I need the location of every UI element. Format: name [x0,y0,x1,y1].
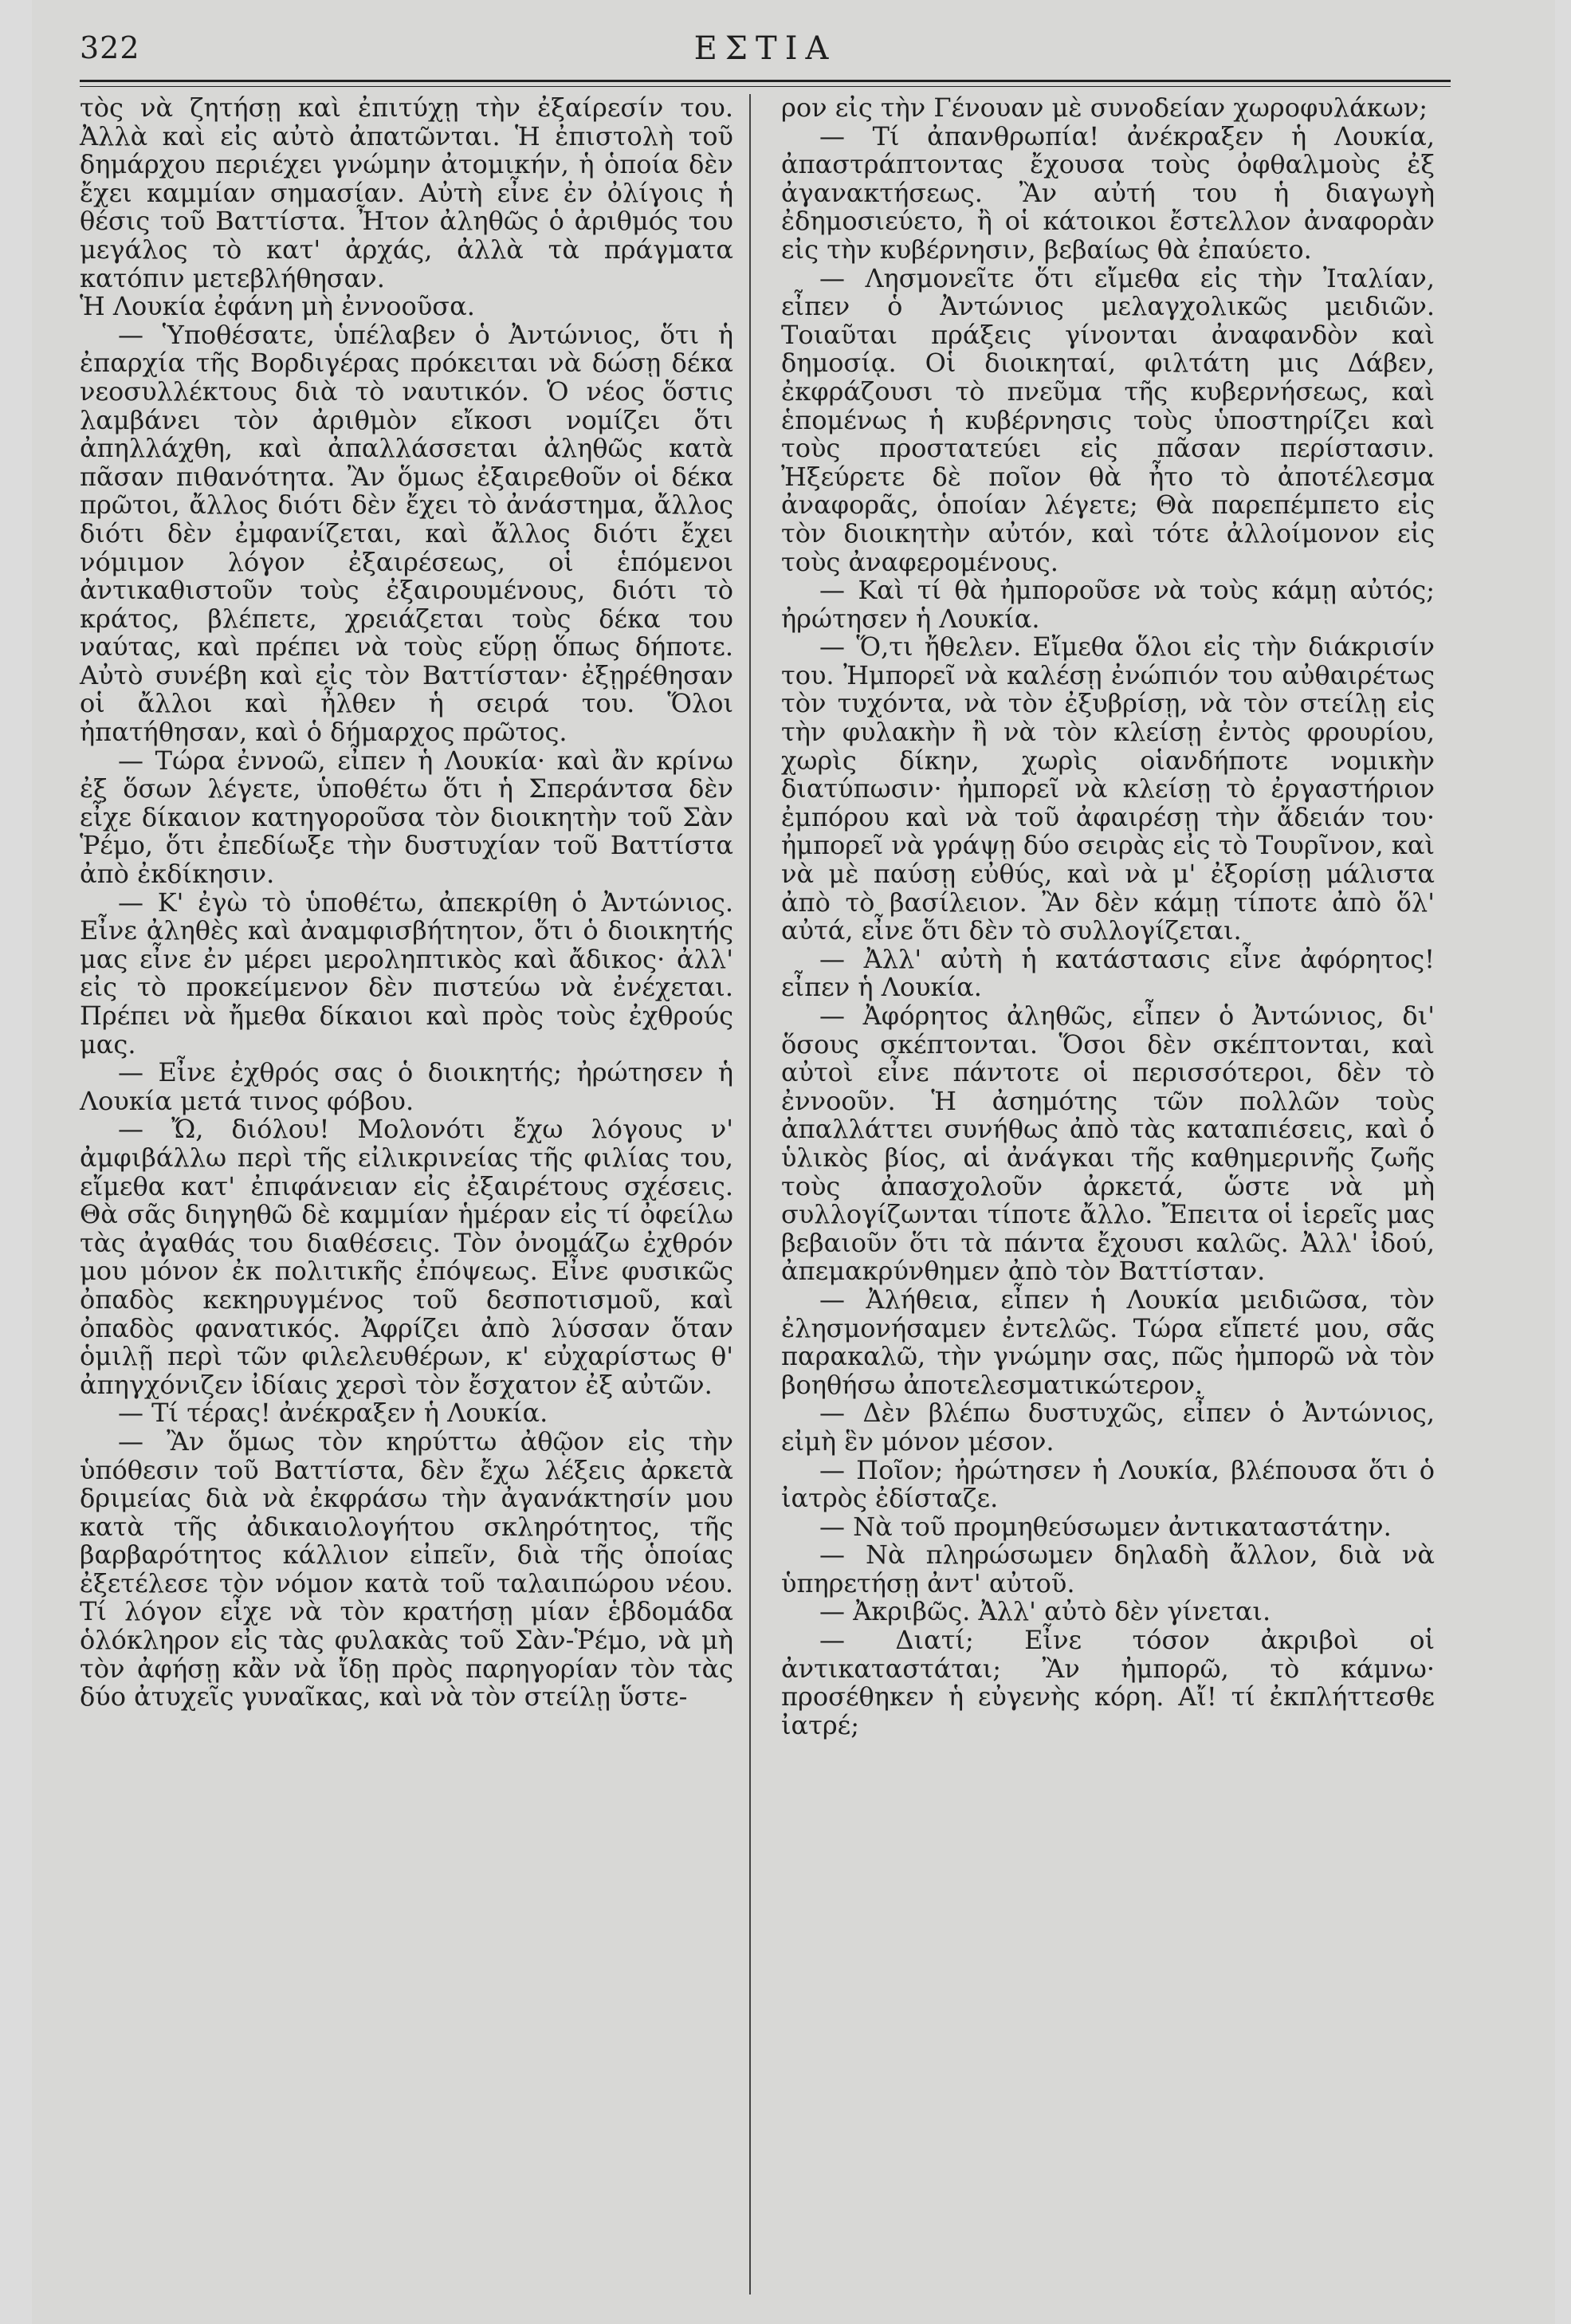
paragraph: — Ἀλλ' αὐτὴ ἡ κατάστασις εἶνε ἀφόρητος! εἶπεν ἡ Λουκία. [781,943,1435,1003]
paragraph: — Ὤ, διόλου! Μολονότι ἔχω λόγους ν' ἀμφιβάλλω περὶ τῆς εἰλικρινείας τῆς φιλίας του, εἴμεθα κατ' ἐπιφάνειαν εἰς ἐξαιρέτους σχέσεις. Θὰ σᾶς διηγηθῶ δὲ καμμίαν ἡμέραν εἰς τί ὀφείλω τὰς ἀγαθάς του διαθέσεις. Τὸν ὀνομάζω ἐχθρόν μου μόνον ἐκ πολιτικῆς ἐπόψεως. Εἶνε φυσικῶς ὀπαδὸς κεκηρυγμένος τοῦ δεσποτισμοῦ, καὶ ὀπαδὸς φανατικός. Ἀφρίζει ἀπὸ λύσσαν ὅταν ὁμιλῇ περὶ τῶν φιλελευθέρων, κ' εὐχαρίστως θ' ἀπηγχόνιζεν ἰδίαις χερσὶ τὸν ἔσχατον ἐξ αὐτῶν. [80,1114,733,1400]
header-rule-thin [80,86,1451,87]
paragraph: — Νὰ τοῦ προμηθεύσωμεν ἀντικαταστάτην. [819,1511,1392,1542]
paragraph: — Διατί; Εἶνε τόσον ἀκριβοὶ οἱ ἀντικαταστάται; Ἂν ἠμπορῶ, τὸ κάμνω· προσέθηκεν ἡ εὐγενὴς κόρη. Αἴ! τί ἐκπλήττεσθε ἰατρέ; [781,1625,1435,1740]
paragraph: — Ἀφόρητος ἀληθῶς, εἶπεν ὁ Ἀντώνιος, δι' ὅσους σκέπτονται. Ὅσοι δὲν σκέπτονται, καὶ αὐτοὶ εἶνε πάντοτε οἱ περισσότεροι, δὲν τὸ ἐννοοῦν. Ἡ ἀσημότης τῶν πολλῶν τοὺς ἀπαλλάττει συνήθως ἀπὸ τὰς καταπιέσεις, καὶ ὁ ὑλικὸς βίος, αἱ ἀνάγκαι τῆς καθημερινῆς ζωῆς τοὺς ἀπασχολοῦν ἀρκετά, ὥστε νὰ μὴ συλλογίζωνται τίποτε ἄλλο. Ἔπειτα οἱ ἱερεῖς μας βεβαιοῦν ὅτι τὰ πάντα ἔχουσι καλῶς. Ἀλλ' ἰδού, ἀπεμακρύνθημεν ἀπὸ τὸν Βαττίσταν. [781,1001,1435,1287]
paragraph: — Καὶ τί θὰ ἠμποροῦσε νὰ τοὺς κάμῃ αὐτός; ἠρώτησεν ἡ Λουκία. [781,575,1435,634]
paragraph: — Τώρα ἐννοῶ, εἶπεν ἡ Λουκία· καὶ ἂν κρίνω ἐξ ὅσων λέγετε, ὑποθέτω ὅτι ἡ Σπεράντσα δὲν εἶχε δίκαιον κατηγοροῦσα τὸν διοικητὴν τοῦ Σὰν Ῥέμο, ὅτι ἐπεδίωξε τὴν δυστυχίαν τοῦ Βαττίστα ἀπὸ ἐκδίκησιν. [80,745,733,890]
paragraph: — Ἀλήθεια, εἶπεν ἡ Λουκία μειδιῶσα, τὸν ἐλησμονήσαμεν ἐντελῶς. Τώρα εἴπετέ μου, σᾶς παρακαλῶ, τὴν γνώμην σας, πῶς ἠμπορῶ νὰ τὸν βοηθήσω ἀποτελεσματικώτερον. [781,1284,1435,1400]
paragraph: — Ἀκριβῶς. Ἀλλ' αὐτὸ δὲν γίνεται. [819,1596,1271,1627]
paragraph: — Δὲν βλέπω δυστυχῶς, εἶπεν ὁ Ἀντώνιος, εἰμὴ ἓν μόνον μέσον. [781,1398,1435,1457]
left-column [80,94,733,1712]
paragraph: ρον εἰς τὴν Γένουαν μὲ συνοδείαν χωροφυλάκων; [781,92,1428,123]
paragraph: — Ποῖον; ἠρώτησεν ἡ Λουκία, βλέπουσα ὅτι ὁ ἰατρὸς ἐδίσταζε. [781,1454,1435,1514]
paragraph: — Ὅ,τι ἤθελεν. Εἴμεθα ὅλοι εἰς τὴν διάκρισίν του. Ἠμπορεῖ νὰ καλέσῃ ἐνώπιόν του αὐθαιρέτως τὸν τυχόντα, νὰ τὸν ἐξυβρίσῃ, νὰ τὸν στείλῃ εἰς τὴν φυλακὴν ἢ νὰ τὸν κλείσῃ ἐντὸς φρουρίου, χωρὶς δίκην, χωρὶς οἱανδήποτε νομικὴν διατύπωσιν· ἠμπορεῖ νὰ κλείσῃ τὸ ἐργαστήριον ἐμπόρου καὶ νὰ τοῦ ἀφαιρέσῃ τὴν ἄδειάν του· ἠμπορεῖ νὰ γράψῃ δύο σειρὰς εἰς τὸ Τουρῖνον, καὶ νὰ μὲ παύσῃ εὐθύς, καὶ νὰ μ' ἐξορίσῃ μάλιστα ἀπὸ τὸ βασίλειον. Ἂν δὲν κάμῃ τίποτε ἀπὸ ὅλ' αὐτά, εἶνε ὅτι δὲν τὸ συλλογίζεται. [781,631,1435,946]
page-header [80,30,1451,78]
paragraph: — Τί τέρας! ἀνέκραξεν ἡ Λουκία. [118,1398,548,1429]
running-title: ΕΣΤΙΑ [693,30,837,67]
paragraph: — Εἶνε ἐχθρός σας ὁ διοικητής; ἠρώτησεν ἡ Λουκία μετά τινος φόβου. [80,1057,733,1116]
paragraph: — Τί ἀπανθρωπία! ἀνέκραξεν ἡ Λουκία, ἀπαστράπτοντας ἔχουσα τοὺς ὀφθαλμοὺς ἐξ ἀγανακτήσεως. Ἂν αὐτή του ἡ διαγωγὴ ἐδημοσιεύετο, ἢ οἱ κάτοικοι ἔστελλον ἀναφορὰν εἰς τὴν κυβέρνησιν, βεβαίως θὰ ἐπαύετο. [781,120,1435,265]
header-rule [80,80,1451,82]
paragraph: — Ὑποθέσατε, ὑπέλαβεν ὁ Ἀντώνιος, ὅτι ἡ ἐπαρχία τῆς Βορδιγέρας πρόκειται νὰ δώσῃ δέκα νεοσυλλέκτους διὰ τὸ ναυτικόν. Ὁ νέος ὅστις λαμβάνει τὸν ἀριθμὸν εἴκοσι νομίζει ὅτι ἀπηλλάχθη, καὶ ἀπαλλάσσεται ἀληθῶς κατὰ πᾶσαν πιθανότητα. Ἂν ὅμως ἐξαιρεθοῦν οἱ δέκα πρῶτοι, ἄλλος διότι δὲν ἔχει τὸ ἀνάστημα, ἄλλος διότι δὲν ἐμφανίζεται, καὶ ἄλλος διότι ἔχει νόμιμον λόγον ἐξαιρέσεως, οἱ ἑπόμενοι ἀντικαθιστοῦν τοὺς ἐξαιρουμένους, διότι τὸ κράτος, βλέπετε, χρειάζεται τοὺς δέκα του ναύτας, καὶ πρέπει νὰ τοὺς εὕρῃ ὅπως δήποτε. Αὐτὸ συνέβη καὶ εἰς τὸν Βαττίσταν· ἐξῃρέθησαν οἱ ἄλλοι καὶ ἦλθεν ἡ σειρά του. Ὅλοι ἠπατήθησαν, καὶ ὁ δήμαρχος πρῶτος. [80,319,733,748]
newspaper-page [32,0,1555,2324]
column-divider [749,94,751,2295]
paragraph: — Λησμονεῖτε ὅτι εἴμεθα εἰς τὴν Ἰταλίαν, εἶπεν ὁ Ἀντώνιος μελαγχολικῶς μειδιῶν. Τοιαῦται πράξεις γίνονται ἀναφανδὸν καὶ δημοσίᾳ. Οἱ διοικηταί, φιλτάτη μις Δάβεν, ἐκφράζουσι τὸ πνεῦμα τῆς κυβερνήσεως, καὶ ἑπομένως ἡ κυβέρνησις τοὺς ὑποστηρίζει καὶ τοὺς προστατεύει εἰς πᾶσαν περίστασιν. Ἠξεύρετε δὲ ποῖον θὰ ἦτο τὸ ἀποτέλεσμα ἀναφορᾶς, ὁποίαν λέγετε; Θὰ παρεπέμπετο εἰς τὸν διοικητὴν αὐτόν, καὶ τότε ἀλλοίμονον εἰς τοὺς ἀναφερομένους. [781,262,1435,577]
paragraph: — Νὰ πληρώσωμεν δηλαδὴ ἄλλον, διὰ νὰ ὑπηρετήσῃ ἀντ' αὐτοῦ. [781,1540,1435,1598]
paragraph: — Ἂν ὅμως τὸν κηρύττω ἀθῷον εἰς τὴν ὑπόθεσιν τοῦ Βαττίστα, δὲν ἔχω λέξεις ἀρκετὰ δριμείας διὰ νὰ ἐκφράσω τὴν ἀγανάκτησίν μου κατὰ τῆς ἀδικαιολογήτου σκληρότητος, τῆς βαρβαρότητος κάλλιον εἰπεῖν, διὰ τῆς ὁποίας ἐξετέλεσε τὸν νόμον κατὰ τοῦ ταλαιπώρου νέου. Τί λόγον εἶχε νὰ τὸν κρατήσῃ μίαν ἑβδομάδα ὁλόκληρον εἰς τὰς φυλακὰς τοῦ Σὰν-Ῥέμο, νὰ μὴ τὸν ἀφήσῃ κἂν νὰ ἴδῃ πρὸς παρηγορίαν τὸν τὰς δύο ἀτυχεῖς γυναῖκας, καὶ νὰ τὸν στείλῃ ὕστε- [80,1425,733,1713]
right-column [781,94,1435,1740]
paragraph: τὸς νὰ ζητήσῃ καὶ ἐπιτύχῃ τὴν ἐξαίρεσίν του. Ἀλλὰ καὶ εἰς αὐτὸ ἀπατῶνται. Ἡ ἐπιστολὴ τοῦ δημάρχου περιέχει γνώμην ἀτομικήν, ἡ ὁποία δὲν ἔχει καμμίαν σημασίαν. Αὐτὴ εἶνε ἐν ὀλίγοις ἡ θέσις τοῦ Βαττίστα. Ἦτον ἀληθῶς ὁ ἀριθμός του μεγάλος τὸ κατ' ἀρχάς, ἀλλὰ τὰ πράγματα κατόπιν μετεβλήθησαν. [80,92,733,293]
paragraph: — Κ' ἐγὼ τὸ ὑποθέτω, ἀπεκρίθη ὁ Ἀντώνιος. Εἶνε ἀληθὲς καὶ ἀναμφισβήτητον, ὅτι ὁ διοικητής μας εἶνε ἐν μέρει μεροληπτικὸς καὶ ἄδικος· ἀλλ' εἰς τὸ προκείμενον δὲν πιστεύω νὰ ἐνέχεται. Πρέπει νὰ ἤμεθα δίκαιοι καὶ πρὸς τοὺς ἐχθρούς μας. [80,887,733,1060]
paragraph: Ἡ Λουκία ἐφάνη μὴ ἐννοοῦσα. [80,291,475,322]
page-number: 322 [80,30,140,65]
